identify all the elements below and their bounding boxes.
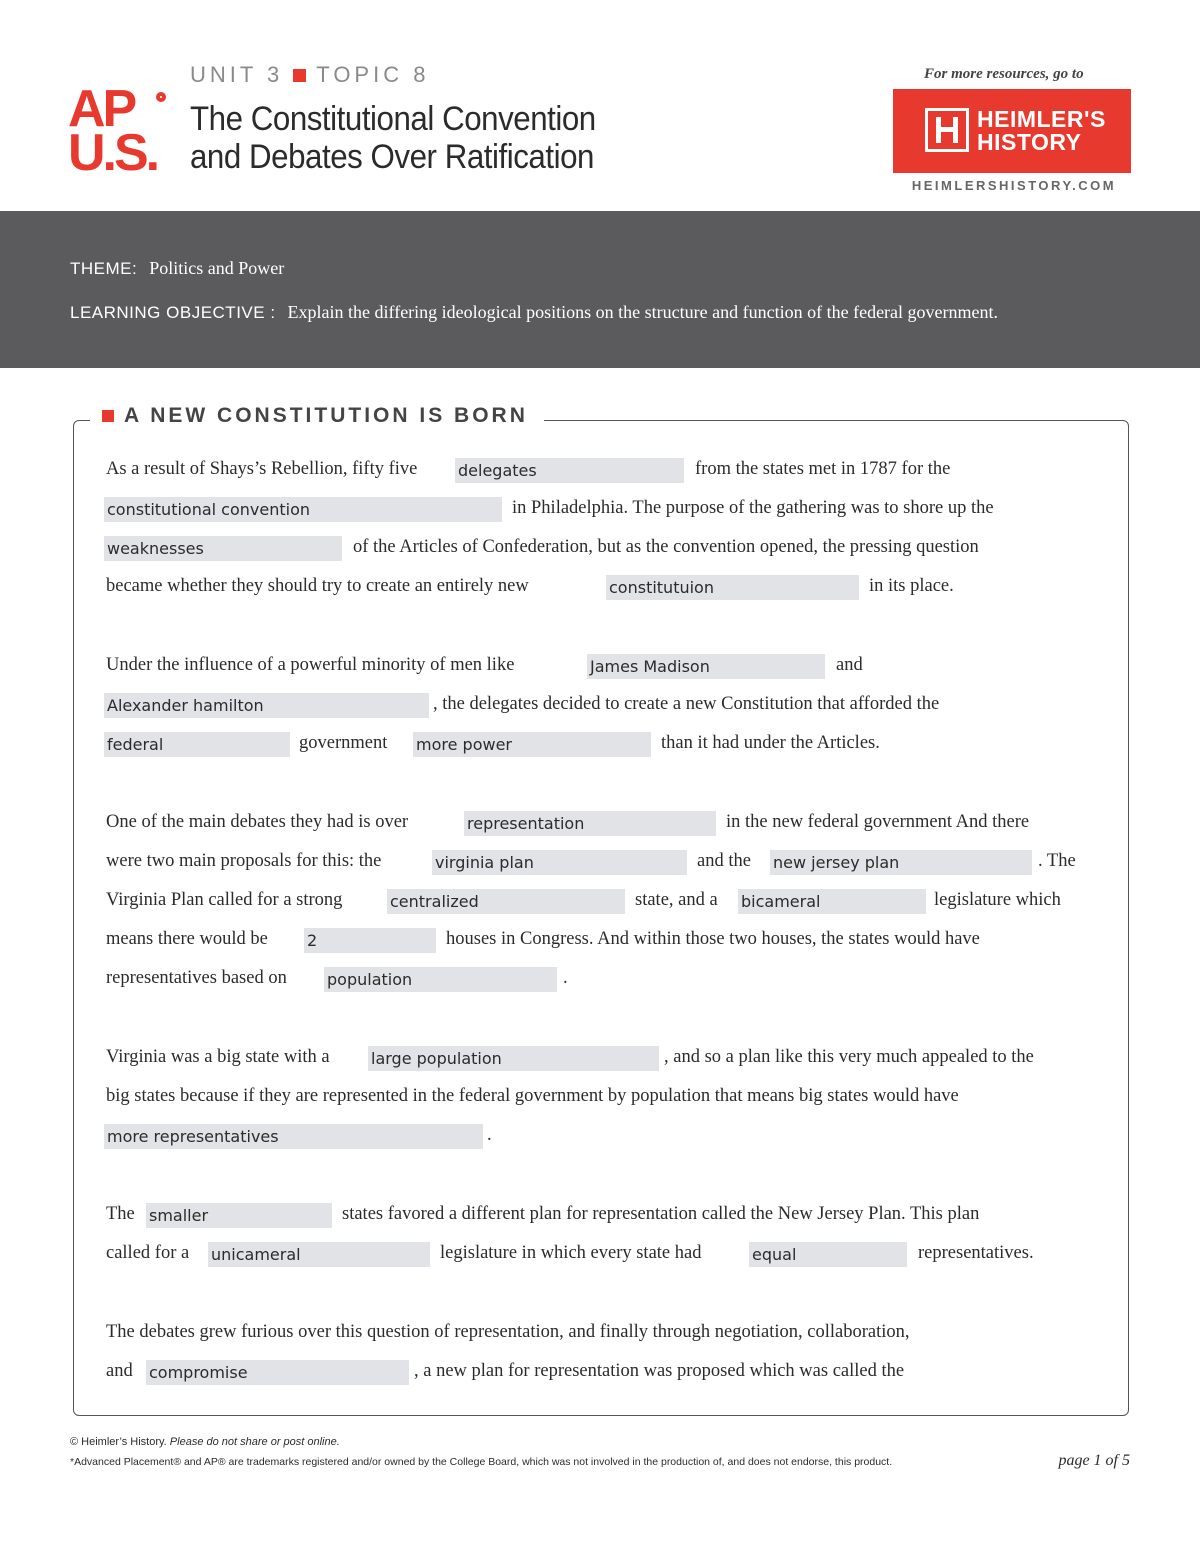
answer-field-smaller[interactable]: smaller xyxy=(146,1203,332,1228)
section-heading xyxy=(90,404,544,428)
answer-field-unicameral[interactable]: unicameral xyxy=(208,1242,430,1267)
text-line: state, and a xyxy=(635,890,718,910)
answer-field-nj-plan[interactable]: new jersey plan xyxy=(770,850,1032,875)
answer-field-delegates[interactable]: delegates xyxy=(455,458,684,483)
text-line: . xyxy=(563,968,568,988)
answer-field-madison[interactable]: James Madison xyxy=(587,654,825,679)
text-line: than it had under the Articles. xyxy=(661,733,880,753)
text-line: means there would be xyxy=(106,929,268,949)
ap-us-logo xyxy=(68,80,168,182)
brand-line2: HISTORY xyxy=(977,129,1082,155)
text-line: of the Articles of Confederation, but as the convention opened, the pressing question xyxy=(353,537,979,557)
text-line: from the states met in 1787 for the xyxy=(695,459,951,479)
answer-field-bicameral[interactable]: bicameral xyxy=(738,889,926,914)
text-line: The xyxy=(106,1204,135,1224)
answer-field-large-population[interactable]: large population xyxy=(368,1046,659,1071)
page-number: page 1 of 5 xyxy=(1058,1452,1130,1469)
answer-field-houses[interactable]: 2 xyxy=(304,928,436,953)
text-line: The debates grew furious over this question of representation, and finally through negotiation, collaboration, xyxy=(106,1322,910,1342)
theme-row xyxy=(70,258,284,279)
brand-url-link[interactable]: HEIMLERSHISTORY.COM xyxy=(911,178,1117,193)
text-line: As a result of Shays’s Rebellion, fifty five xyxy=(106,459,418,479)
text-line: representatives. xyxy=(918,1243,1034,1263)
logo-ap-text: AP xyxy=(68,80,135,138)
page-title-line1: The Constitutional Convention xyxy=(190,100,596,138)
topic-label: TOPIC 8 xyxy=(316,62,430,87)
text-line: became whether they should try to create an entirely new xyxy=(106,576,529,596)
text-line: , the delegates decided to create a new Constitution that afforded the xyxy=(433,694,940,714)
resources-text: For more resources, go to xyxy=(924,66,1084,82)
objective-label: LEARNING OBJECTIVE : xyxy=(70,303,276,322)
text-line: One of the main debates they had is over xyxy=(106,812,409,832)
text-line: government xyxy=(299,733,388,753)
answer-field-population[interactable]: population xyxy=(324,967,557,992)
text-line: . The xyxy=(1038,851,1076,871)
text-line: legislature which xyxy=(934,890,1061,910)
answer-field-convention[interactable]: constitutional convention xyxy=(104,497,502,522)
text-line: Virginia Plan called for a strong xyxy=(106,890,343,910)
footer-copyright xyxy=(70,1436,340,1448)
answer-field-more-power[interactable]: more power xyxy=(413,732,651,757)
answer-field-weaknesses[interactable]: weaknesses xyxy=(104,536,342,561)
text-line: and xyxy=(836,655,863,675)
answer-field-equal[interactable]: equal xyxy=(749,1242,907,1267)
answer-field-federal[interactable]: federal xyxy=(104,732,290,757)
text-line: were two main proposals for this: the xyxy=(106,851,382,871)
text-line: big states because if they are represented in the federal government by population that means big states would have xyxy=(106,1086,959,1106)
red-square-icon xyxy=(102,410,114,422)
answer-field-hamilton[interactable]: Alexander hamilton xyxy=(104,693,429,718)
text-line: Under the influence of a powerful minority of men like xyxy=(106,655,515,675)
answer-field-constitution[interactable]: constitutuion xyxy=(606,575,859,600)
objective-row xyxy=(70,302,998,323)
answer-field-more-representatives[interactable]: more representatives xyxy=(104,1124,483,1149)
text-line: , and so a plan like this very much appealed to the xyxy=(664,1047,1034,1067)
text-line: and the xyxy=(697,851,751,871)
logo-degree-mark xyxy=(156,92,166,102)
text-line: houses in Congress. And within those two houses, the states would have xyxy=(446,929,980,949)
text-line: Virginia was a big state with a xyxy=(106,1047,330,1067)
text-line: in its place. xyxy=(869,576,954,596)
brand-line1: HEIMLER'S xyxy=(977,106,1106,132)
theme-band xyxy=(0,211,1200,368)
answer-field-representation[interactable]: representation xyxy=(464,811,716,836)
theme-value: Politics and Power xyxy=(149,258,285,278)
answer-field-compromise[interactable]: compromise xyxy=(146,1360,409,1385)
share-notice: Please do not share or post online. xyxy=(169,1436,340,1448)
logo-us-text: U.S. xyxy=(68,124,158,182)
text-line: in Philadelphia. The purpose of the gathering was to shore up the xyxy=(512,498,994,518)
heimlers-h-icon xyxy=(925,108,969,152)
red-square-icon xyxy=(293,69,306,82)
text-line: legislature in which every state had xyxy=(440,1243,702,1263)
unit-label: UNIT 3 xyxy=(190,62,284,87)
text-line: . xyxy=(487,1125,492,1145)
page-title xyxy=(190,100,596,176)
text-line: called for a xyxy=(106,1243,190,1263)
theme-label: THEME: xyxy=(70,259,138,278)
text-line: states favored a different plan for representation called the New Jersey Plan. This plan xyxy=(342,1204,980,1224)
section-title: A NEW CONSTITUTION IS BORN xyxy=(124,404,528,427)
page-title-line2: and Debates Over Ratification xyxy=(190,138,594,176)
text-line: representatives based on xyxy=(106,968,287,988)
copyright-text: © Heimler’s History. xyxy=(70,1436,167,1448)
text-line: , a new plan for representation was proposed which was called the xyxy=(414,1361,905,1381)
heimlers-history-logo-text xyxy=(977,108,1106,154)
unit-topic-line xyxy=(190,62,429,88)
footer-trademark: *Advanced Placement® and AP® are trademarks registered and/or owned by the College Board, which was not involved in the production of, and does not endorse, this product. xyxy=(70,1456,893,1468)
answer-field-centralized[interactable]: centralized xyxy=(387,889,625,914)
answer-field-virginia-plan[interactable]: virginia plan xyxy=(432,850,687,875)
text-line: in the new federal government And there xyxy=(726,812,1030,832)
text-line: and xyxy=(106,1361,133,1381)
objective-value: Explain the differing ideological positions on the structure and function of the federal government. xyxy=(287,302,999,322)
